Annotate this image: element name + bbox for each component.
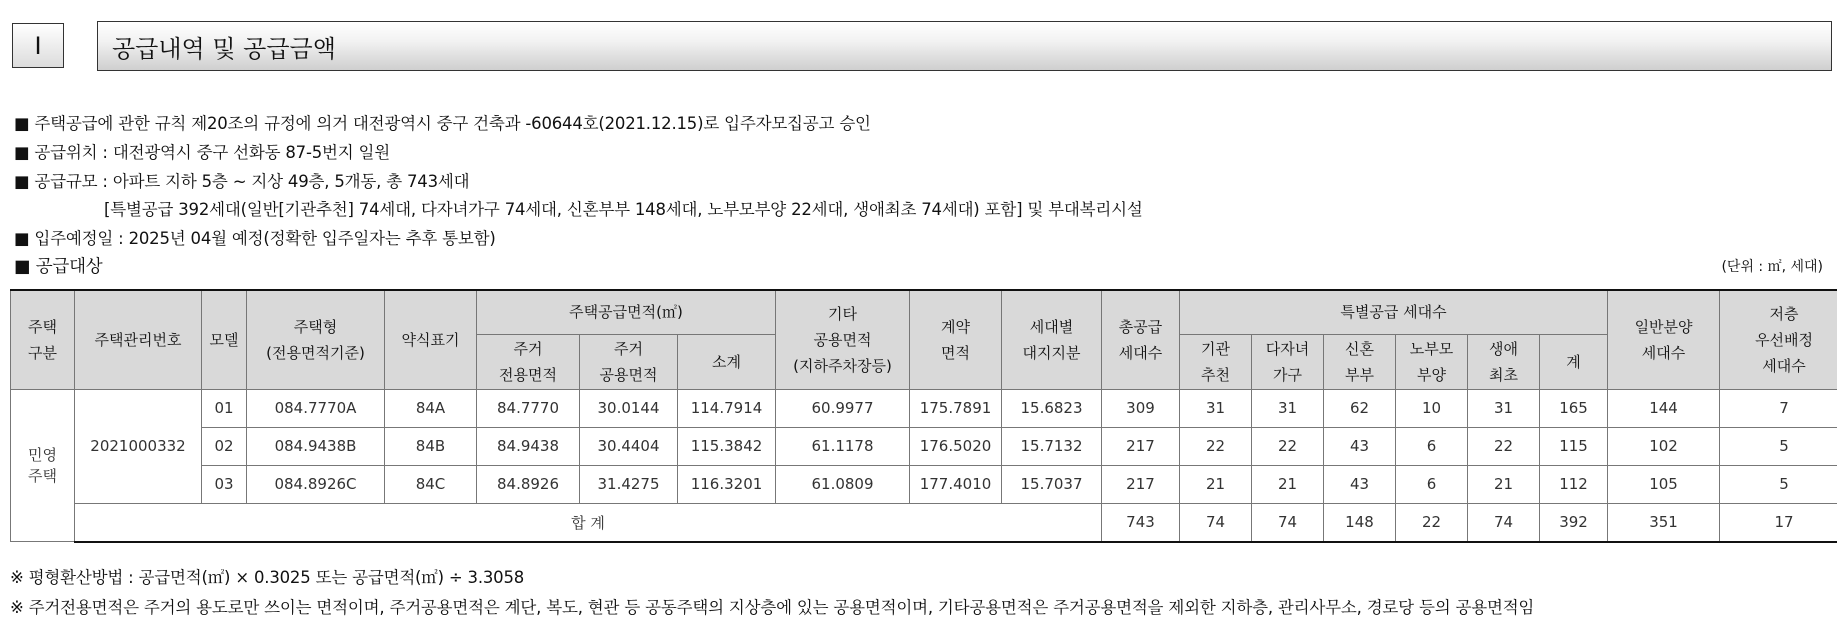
header-land-share: 세대별 대지지분 <box>1002 290 1102 389</box>
total-institution: 74 <box>1180 503 1252 542</box>
header-total-units: 총공급 세대수 <box>1102 290 1180 389</box>
header-multi-child: 다자녀 가구 <box>1252 334 1324 389</box>
cell-multi: 21 <box>1252 465 1324 503</box>
cell-contract: 175.7891 <box>910 389 1002 427</box>
mgmt-no-cell: 2021000332 <box>75 389 202 503</box>
table-row <box>11 427 1837 465</box>
supply-table <box>10 289 1837 543</box>
footnote-conversion: ※ 평형환산방법 : 공급면적(㎡) × 0.3025 또는 공급면적(㎡) ÷ 3.3058 <box>10 568 525 587</box>
header-newlywed: 신혼 부부 <box>1324 334 1396 389</box>
cell-common: 30.4404 <box>580 427 678 465</box>
cell-elderly: 10 <box>1396 389 1468 427</box>
overview-approval: ■ 주택공급에 관한 규칙 제20조의 규정에 의거 대전광역시 중구 건축과 -60644호(2021.12.15)로 입주자모집공고 승인 <box>14 114 871 133</box>
cell-model: 03 <box>202 465 247 503</box>
header-institution: 기관 추천 <box>1180 334 1252 389</box>
cell-other: 61.1178 <box>776 427 910 465</box>
total-multi: 74 <box>1252 503 1324 542</box>
cell-total: 309 <box>1102 389 1180 427</box>
overview-location: ■ 공급위치 : 대전광역시 중구 선화동 87-5번지 일원 <box>14 143 391 162</box>
cell-subtotal: 116.3201 <box>678 465 776 503</box>
unit-note: (단위 : ㎡, 세대) <box>1721 259 1823 275</box>
cell-subtotal: 114.7914 <box>678 389 776 427</box>
header-supply-area: 주택공급면적(㎡) <box>477 290 776 334</box>
cell-type: 084.9438B <box>247 427 385 465</box>
overview-special-breakdown: [특별공급 392세대(일반[기관추천] 74세대, 다자녀가구 74세대, 신혼부부 148세대, 노부모부양 22세대, 생애최초 74세대) 포함] 및 부대복리시설 <box>104 200 1143 219</box>
table-row <box>11 465 1837 503</box>
total-units: 743 <box>1102 503 1180 542</box>
header-special-total: 계 <box>1540 334 1608 389</box>
total-general: 351 <box>1608 503 1720 542</box>
header-elderly: 노부모 부양 <box>1396 334 1468 389</box>
header-subtotal: 소계 <box>678 334 776 389</box>
table-title: ■ 공급대상 <box>14 257 103 277</box>
total-low: 17 <box>1720 503 1837 542</box>
cell-low: 5 <box>1720 427 1837 465</box>
header-contract-area: 계약 면적 <box>910 290 1002 389</box>
cell-first: 22 <box>1468 427 1540 465</box>
cell-general: 144 <box>1608 389 1720 427</box>
cell-subtotal: 115.3842 <box>678 427 776 465</box>
overview-move-in: ■ 입주예정일 : 2025년 04월 예정(정확한 입주일자는 추후 통보함) <box>14 229 496 248</box>
cell-type: 084.8926C <box>247 465 385 503</box>
cell-newlywed: 62 <box>1324 389 1396 427</box>
cell-contract: 177.4010 <box>910 465 1002 503</box>
cell-newlywed: 43 <box>1324 427 1396 465</box>
cell-other: 60.9977 <box>776 389 910 427</box>
cell-exclusive: 84.8926 <box>477 465 580 503</box>
cell-multi: 22 <box>1252 427 1324 465</box>
table-row <box>11 389 1837 427</box>
overview-scale: ■ 공급규모 : 아파트 지하 5층 ~ 지상 49층, 5개동, 총 743세대 <box>14 172 470 191</box>
cell-land: 15.6823 <box>1002 389 1102 427</box>
cell-low: 7 <box>1720 389 1837 427</box>
header-first-life: 생애 최초 <box>1468 334 1540 389</box>
cell-elderly: 6 <box>1396 427 1468 465</box>
header-general: 일반분양 세대수 <box>1608 290 1720 389</box>
cell-elderly: 6 <box>1396 465 1468 503</box>
section-number: Ⅰ <box>12 23 64 68</box>
cell-abbr: 84A <box>385 389 477 427</box>
cell-land: 15.7037 <box>1002 465 1102 503</box>
header-house-type: 주택형 (전용면적기준) <box>247 290 385 389</box>
cell-general: 102 <box>1608 427 1720 465</box>
cell-general: 105 <box>1608 465 1720 503</box>
footnote-definitions: ※ 주거전용면적은 주거의 용도로만 쓰이는 면적이며, 주거공용면적은 계단, 복도, 현관 등 공동주택의 지상층에 있는 공용면적이며, 기타공용면적은 주거공용면적을 제외한 지하층, 관리사무소, 경로당 등의 공용면적임 <box>10 598 1535 617</box>
total-newlywed: 148 <box>1324 503 1396 542</box>
cell-common: 31.4275 <box>580 465 678 503</box>
total-row <box>11 503 1837 542</box>
cell-contract: 176.5020 <box>910 427 1002 465</box>
cell-special-sum: 112 <box>1540 465 1608 503</box>
cell-total: 217 <box>1102 427 1180 465</box>
header-housing-type: 주택 구분 <box>11 290 75 389</box>
cell-exclusive: 84.7770 <box>477 389 580 427</box>
cell-special-sum: 165 <box>1540 389 1608 427</box>
group-label: 민영 주택 <box>11 389 75 542</box>
cell-other: 61.0809 <box>776 465 910 503</box>
cell-first: 31 <box>1468 389 1540 427</box>
section-title: 공급내역 및 공급금액 <box>97 21 1832 71</box>
cell-type: 084.7770A <box>247 389 385 427</box>
cell-institution: 22 <box>1180 427 1252 465</box>
cell-model: 02 <box>202 427 247 465</box>
cell-institution: 21 <box>1180 465 1252 503</box>
cell-special-sum: 115 <box>1540 427 1608 465</box>
header-special: 특별공급 세대수 <box>1180 290 1608 334</box>
cell-low: 5 <box>1720 465 1837 503</box>
total-special-sum: 392 <box>1540 503 1608 542</box>
cell-land: 15.7132 <box>1002 427 1102 465</box>
cell-first: 21 <box>1468 465 1540 503</box>
cell-exclusive: 84.9438 <box>477 427 580 465</box>
cell-multi: 31 <box>1252 389 1324 427</box>
cell-model: 01 <box>202 389 247 427</box>
header-model: 모델 <box>202 290 247 389</box>
total-first: 74 <box>1468 503 1540 542</box>
header-abbr: 약식표기 <box>385 290 477 389</box>
cell-abbr: 84B <box>385 427 477 465</box>
total-label: 합 계 <box>75 503 1102 542</box>
cell-newlywed: 43 <box>1324 465 1396 503</box>
cell-institution: 31 <box>1180 389 1252 427</box>
header-common: 주거 공용면적 <box>580 334 678 389</box>
header-exclusive: 주거 전용면적 <box>477 334 580 389</box>
total-elderly: 22 <box>1396 503 1468 542</box>
cell-common: 30.0144 <box>580 389 678 427</box>
cell-abbr: 84C <box>385 465 477 503</box>
header-low-floor: 저층 우선배정 세대수 <box>1720 290 1837 389</box>
header-other-common: 기타 공용면적 (지하주차장등) <box>776 290 910 389</box>
header-mgmt-no: 주택관리번호 <box>75 290 202 389</box>
cell-total: 217 <box>1102 465 1180 503</box>
